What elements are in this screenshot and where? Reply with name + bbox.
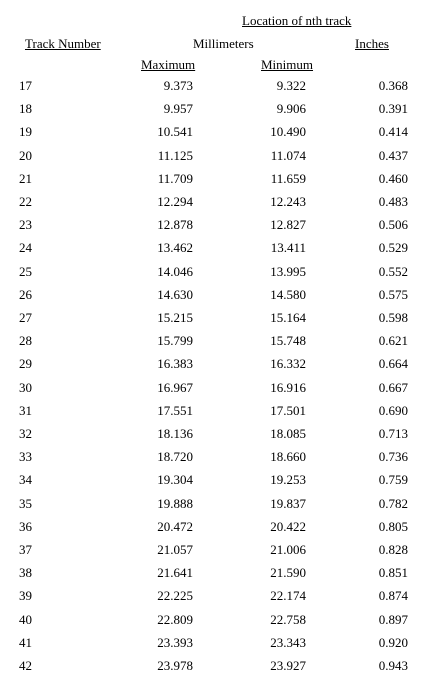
track-number-cell: 36	[19, 518, 32, 534]
minimum-mm-cell: 11.659	[270, 170, 306, 186]
minimum-mm-cell: 20.422	[270, 518, 306, 534]
track-number-cell: 38	[19, 565, 32, 581]
maximum-mm-cell: 15.799	[157, 333, 193, 349]
inches-cell: 0.575	[378, 286, 408, 302]
minimum-mm-cell: 23.343	[270, 634, 306, 650]
track-number-cell: 34	[19, 472, 32, 488]
inches-cell: 0.667	[378, 379, 408, 395]
inches-cell: 0.690	[378, 402, 408, 418]
inches-cell: 0.713	[378, 426, 408, 441]
table-row	[0, 356, 440, 379]
track-number-cell: 31	[19, 402, 32, 418]
track-number-heading: Track Number	[25, 36, 101, 51]
minimum-mm-cell: 17.501	[270, 402, 306, 418]
inches-cell: 0.664	[378, 356, 408, 372]
inches-cell: 0.805	[378, 518, 408, 534]
inches-cell: 0.782	[378, 495, 408, 511]
inches-cell: 0.943	[378, 658, 408, 673]
track-number-cell: 17	[19, 78, 32, 93]
maximum-mm-cell: 11.125	[157, 147, 193, 163]
minimum-mm-cell: 16.916	[270, 379, 306, 395]
maximum-mm-cell: 22.809	[157, 611, 193, 627]
track-number-cell: 30	[19, 379, 32, 395]
track-number-cell: 35	[19, 495, 32, 511]
table-row	[0, 449, 440, 472]
track-number-cell: 40	[19, 611, 32, 627]
inches-cell: 0.598	[378, 310, 408, 325]
minimum-mm-cell: 12.827	[270, 217, 306, 233]
track-number-cell: 37	[19, 542, 32, 557]
minimum-mm-cell: 18.085	[270, 426, 306, 441]
inches-cell: 0.736	[378, 449, 408, 465]
maximum-mm-cell: 14.630	[157, 286, 193, 302]
minimum-mm-cell: 10.490	[270, 124, 306, 140]
minimum-mm-cell: 9.906	[276, 101, 306, 117]
inches-cell: 0.759	[378, 472, 408, 488]
maximum-mm-cell: 19.888	[157, 495, 193, 511]
track-number-cell: 21	[19, 170, 32, 186]
track-number-cell: 23	[19, 217, 32, 233]
track-number-cell: 20	[19, 147, 32, 163]
maximum-mm-cell: 12.878	[157, 217, 193, 233]
minimum-mm-cell: 11.074	[270, 147, 306, 163]
maximum-mm-cell: 17.551	[157, 402, 193, 418]
table-row	[0, 403, 440, 426]
table-row	[0, 240, 440, 263]
maximum-mm-cell: 21.641	[157, 565, 193, 581]
table-row	[0, 472, 440, 495]
track-number-cell: 39	[19, 588, 32, 604]
inches-cell: 0.874	[378, 588, 408, 604]
maximum-mm-cell: 9.957	[163, 101, 193, 117]
minimum-mm-cell: 9.322	[276, 78, 306, 93]
inches-cell: 0.506	[378, 217, 408, 233]
maximum-mm-cell: 10.541	[157, 124, 193, 140]
inches-heading: Inches	[355, 36, 389, 51]
minimum-mm-cell: 15.164	[270, 310, 306, 325]
inches-cell: 0.437	[378, 147, 408, 163]
maximum-mm-cell: 14.046	[157, 263, 193, 279]
maximum-mm-cell: 18.720	[157, 449, 193, 465]
track-number-cell: 18	[19, 101, 32, 117]
inches-cell: 0.529	[378, 240, 408, 256]
maximum-mm-cell: 19.304	[157, 472, 193, 488]
minimum-mm-cell: 13.411	[270, 240, 306, 256]
table-row	[0, 333, 440, 356]
table-row	[0, 78, 440, 101]
millimeters-heading: Millimeters	[193, 36, 254, 51]
track-number-cell: 33	[19, 449, 32, 465]
minimum-mm-cell: 22.174	[270, 588, 306, 604]
table-row	[0, 310, 440, 333]
minimum-mm-cell: 12.243	[270, 194, 306, 209]
minimum-mm-cell: 21.590	[270, 565, 306, 581]
minimum-mm-cell: 13.995	[270, 263, 306, 279]
track-number-cell: 42	[19, 658, 32, 673]
table-row	[0, 101, 440, 124]
table-row	[0, 612, 440, 635]
track-number-cell: 24	[19, 240, 32, 256]
minimum-mm-cell: 15.748	[270, 333, 306, 349]
track-number-cell: 19	[19, 124, 32, 140]
track-number-cell: 25	[19, 263, 32, 279]
inches-cell: 0.460	[378, 170, 408, 186]
table-row	[0, 519, 440, 542]
table-row	[0, 496, 440, 519]
inches-cell: 0.897	[378, 611, 408, 627]
table-row	[0, 565, 440, 588]
track-number-cell: 28	[19, 333, 32, 349]
track-number-cell: 22	[19, 194, 32, 209]
maximum-mm-cell: 23.978	[157, 658, 193, 673]
table-row	[0, 217, 440, 240]
maximum-mm-cell: 9.373	[163, 78, 193, 93]
minimum-mm-cell: 14.580	[270, 286, 306, 302]
minimum-mm-cell: 22.758	[270, 611, 306, 627]
table-row	[0, 426, 440, 449]
maximum-mm-cell: 18.136	[157, 426, 193, 441]
maximum-mm-cell: 23.393	[157, 634, 193, 650]
table-row	[0, 658, 440, 681]
location-group-heading: Location of nth track	[242, 13, 352, 28]
inches-cell: 0.920	[378, 634, 408, 650]
minimum-heading: Minimum	[261, 57, 314, 72]
maximum-mm-cell: 22.225	[157, 588, 193, 604]
maximum-mm-cell: 20.472	[157, 518, 193, 534]
minimum-mm-cell: 21.006	[270, 542, 306, 557]
track-number-cell: 32	[19, 426, 32, 441]
maximum-mm-cell: 13.462	[157, 240, 193, 256]
minimum-mm-cell: 19.837	[270, 495, 306, 511]
minimum-mm-cell: 19.253	[270, 472, 306, 488]
track-number-cell: 27	[19, 310, 32, 325]
track-number-cell: 41	[19, 634, 32, 650]
minimum-mm-cell: 18.660	[270, 449, 306, 465]
track-number-cell: 29	[19, 356, 32, 372]
table-row	[0, 542, 440, 565]
minimum-mm-cell: 16.332	[270, 356, 306, 372]
table-row	[0, 194, 440, 217]
table-row	[0, 171, 440, 194]
inches-cell: 0.414	[378, 124, 408, 140]
maximum-mm-cell: 16.967	[157, 379, 193, 395]
inches-cell: 0.621	[378, 333, 408, 349]
maximum-heading: Maximum	[141, 57, 196, 72]
inches-cell: 0.483	[378, 194, 408, 209]
inches-cell: 0.851	[378, 565, 408, 581]
maximum-mm-cell: 12.294	[157, 194, 193, 209]
inches-cell: 0.391	[378, 101, 408, 117]
maximum-mm-cell: 16.383	[157, 356, 193, 372]
track-number-cell: 26	[19, 286, 32, 302]
table-row	[0, 287, 440, 310]
table-row	[0, 148, 440, 171]
inches-cell: 0.828	[378, 542, 408, 557]
table-row	[0, 635, 440, 658]
maximum-mm-cell: 21.057	[157, 542, 193, 557]
minimum-mm-cell: 23.927	[270, 658, 306, 673]
inches-cell: 0.552	[378, 263, 408, 279]
inches-cell: 0.368	[378, 78, 408, 93]
table-row	[0, 380, 440, 403]
table-row	[0, 588, 440, 611]
table-row	[0, 124, 440, 147]
table-row	[0, 264, 440, 287]
maximum-mm-cell: 15.215	[157, 310, 193, 325]
maximum-mm-cell: 11.709	[157, 170, 193, 186]
